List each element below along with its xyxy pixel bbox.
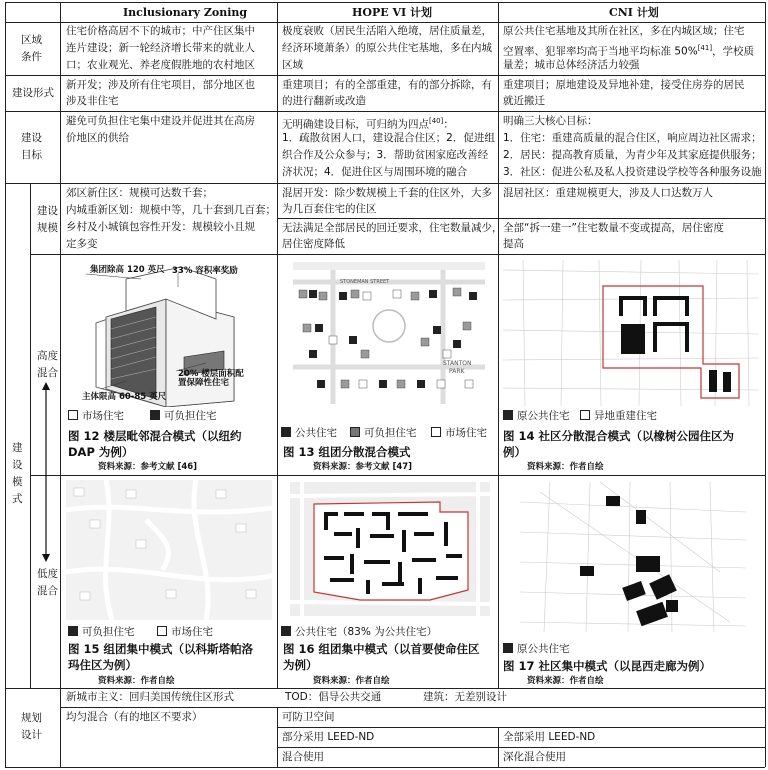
cell-text: 1．住宅：重建高质量的混合住区，响应周边社区需求； [503,132,762,144]
rule [277,727,765,728]
cell-text: 区域 [282,59,303,71]
cell-text: 极度衰败（居民生活陷入绝境，居住质量差， [282,25,492,37]
cell-text: 3．社区：促进公私及私人投资建设学校等各种服务设施 [503,166,762,178]
cell-text: 涉及非住宅 [66,95,119,107]
fig17-caption: 图 17 社区集中模式（以昆西走廊为例） [503,659,712,673]
row-label: 区域 [21,34,42,46]
cell-text: 混合使用 [282,751,324,763]
legend-label: 可负担住宅 [82,626,135,638]
rule [5,2,6,767]
cell-text: TOD：倡导公共交通 [285,691,382,703]
fig16-caption: 为例） [283,658,318,672]
fig13-legend-public [281,425,337,442]
rule [5,767,765,768]
cell-text: 重建项目；原地建设及异地补建，接受住房券的居民 [503,79,745,91]
legend-swatch-white [580,410,590,420]
row-label: 低度 [37,568,58,580]
row-label: 混合 [37,367,58,379]
group-label: 设 [12,459,23,471]
row-label: 建设 [37,205,58,217]
cell-text: 提高 [503,238,524,250]
citation: [41] [697,44,713,52]
fig12-legend-affordable [150,408,217,425]
header-hope-vi: HOPE VI 计划 [352,6,432,19]
cell-text: 明确三大核心目标： [503,115,598,127]
row-label: 混合 [37,585,58,597]
legend-swatch-white [68,410,78,420]
rule [765,2,766,767]
fig13-source: 资料来源：参考文献 [47] [313,462,413,472]
cell-text: 内城重新区划：规模中等，几十套到几百套； [66,204,276,216]
rule [498,727,499,767]
rule [30,254,765,255]
row-label: 设计 [21,729,42,741]
fig12-note: 置保障性住宅 [178,378,230,388]
cell-text: 深化混合使用 [503,751,566,763]
legend-swatch-black [503,410,513,420]
rule [5,183,765,184]
legend-label: 市场住宅 [171,626,213,638]
cell-text: 1．疏散贫困人口，建设混合住区；2．促进组 [282,132,495,144]
legend-swatch-black [281,427,291,437]
legend-label: 原公共住宅 [517,410,570,422]
header-cni: CNI 计划 [609,6,659,19]
cell-text-part: 空置率、犯罪率均高于当地平均标准 50% [503,45,698,58]
fig16-source: 资料来源：作者自绘 [313,676,390,686]
row-label: 建设 [21,132,42,144]
legend-label: 市场住宅 [82,410,124,422]
legend-label: 原公共住宅 [517,643,570,655]
fig13-park-label: STANTON [443,360,472,367]
fig16-site-plan [290,482,490,616]
cell-text: 2．居民：提高教育质量，为青少年及其家庭提供服务； [503,149,762,161]
cell-text: 连片建设；新一轮经济增长带来的就业人 [66,42,255,54]
header-inclusionary-zoning: Inclusionary Zoning [123,6,248,19]
legend-swatch-white [157,626,167,636]
cell-text: 新开发；涉及所有住宅项目，部分地区也 [66,79,255,91]
cell-text: 为几百套住宅的住区 [282,203,377,215]
cell-text: 新城市主义：回归美国传统住区形式 [66,691,234,703]
fig12-source: 资料来源：参考文献 [46] [98,462,198,472]
fig12-caption: 图 12 楼层毗邻混合模式（以纽约 [68,429,242,443]
fig15-caption: 图 15 组团集中模式（以科斯塔帕洛 [68,642,254,656]
fig12-note: 20% 楼层面积配 [178,369,244,379]
cell-text-part: ： [443,118,454,131]
cell-text: 全部采用 LEED-ND [503,731,596,743]
cell-text: 的进行翻新或改造 [282,95,366,107]
row-label: 规划 [21,712,42,724]
legend-label: 公共住宅（83% 为公共住宅） [295,626,438,638]
group-label: 模 [12,476,23,488]
legend-swatch-black [281,626,291,636]
cell-text: 郊区新住区：规模可达数千套； [66,187,213,199]
group-label: 建 [12,442,23,454]
cell-text: 居住密度降低 [282,238,345,250]
rule [277,218,765,219]
fig15-source: 资料来源：作者自绘 [98,676,175,686]
cell-text: 量差；城市总体经济活力较强 [503,59,640,71]
rule [30,183,31,688]
rule [277,747,765,748]
fig16-caption: 图 16 组团集中模式（以首要使命住区 [283,642,480,656]
cell-text-part: 无明确建设目标，可归纳为四点 [282,118,429,131]
row-label: 目标 [21,149,42,161]
cell-text: 济状况；4．促进住区与周围环境的融合 [282,166,468,178]
fig14-legend-public [503,408,570,425]
cell-text: 就近搬迁 [503,95,545,107]
group-label: 式 [12,493,23,505]
cell-text: 建筑：无差别设计 [423,691,507,703]
mix-gradient-arrow [39,382,53,562]
legend-label: 可负担住宅 [164,410,217,422]
legend-label: 公共住宅 [295,427,337,439]
fig12-note: 33% 容积率奖励 [172,266,238,276]
fig13-caption: 图 13 组团分散混合模式 [283,445,411,459]
cell-text: 乡村及小城镇包容性开发：规模较小且规 [66,221,255,233]
fig14-caption: 例） [503,445,526,459]
fig17-source: 资料来源：作者自绘 [527,676,604,686]
legend-swatch-white [431,427,441,437]
fig14-legend-offsite [580,408,657,425]
cell-text: 口；农业观光、养老度假胜地的农村地区 [66,59,255,71]
fig15-site-plan [66,480,272,620]
fig12-legend-market [68,408,124,425]
legend-swatch-black [150,410,160,420]
legend-swatch-black [503,643,513,653]
fig12-caption: DAP 为例） [68,445,134,459]
cell-text: 价地区的供给 [66,132,129,144]
cell-text: 原公共住宅基地及其所在社区，多在内城区域；住宅 [503,25,745,37]
rule [277,2,278,688]
row-label: 建设形式 [12,87,54,99]
fig12-note: 主体限高 60-85 英尺 [82,392,167,402]
fig13-legend-affordable [350,425,417,442]
cell-text: 经济环境萧条）的原公共住宅基地，多在内城 [282,42,492,54]
row-label: 高度 [37,350,58,362]
row-label: 条件 [21,51,42,63]
rule [498,2,499,688]
fig12-building-diagram [66,259,272,407]
citation: [40] [429,117,444,125]
rule [30,475,765,476]
fig16-legend-public [281,624,437,641]
rule [277,707,278,767]
fig15-legend-affordable [68,624,135,641]
rule [5,111,765,112]
rule [60,707,765,708]
fig14-community-map [503,260,759,406]
cell-text: 全部“拆一建一”住宅数量不变或提高，居住密度 [503,222,724,234]
legend-swatch-gray [350,427,360,437]
cell-text: 均匀混合（有的地区不要求） [66,711,203,723]
legend-label: 可负担住宅 [364,427,417,439]
fig12-note: 集团除高 120 英尺 [90,265,165,275]
cell-text: 无法满足全部居民的回迁要求，住宅数量减少， [282,222,503,234]
legend-label: 异地重建住宅 [594,410,657,422]
cell-text: 混居社区：重建规模更大，涉及人口达数万人 [503,187,713,199]
fig17-legend-public [503,641,570,658]
cell-text: 织合作及公众参与；3．帮助贫困家庭改善经 [282,149,489,161]
row-label: 规模 [37,222,58,234]
cell-text: 住宅价格高居不下的城市；中产住区集中 [66,25,255,37]
fig17-community-map [520,482,746,632]
rule [60,2,61,767]
legend-swatch-black [68,626,78,636]
fig14-caption: 图 14 社区分散混合模式（以橡树公园住区为 [503,429,735,443]
rule [5,2,765,3]
fig15-legend-market [157,624,213,641]
cell-text: 定多变 [66,238,98,250]
fig14-source: 资料来源：作者自绘 [527,462,604,472]
cell-text: 避免可负担住宅集中建设并促进其在高房 [66,115,255,127]
cell-text: 部分采用 LEED-ND [282,731,375,743]
cell-text: 混居开发：除少数规模上千套的住区外，大多 [282,187,492,199]
fig15-caption: 玛住区为例） [68,658,137,672]
cell-text: 重建项目；有的全部重建，有的部分拆除，有 [282,79,492,91]
fig13-park-label: PARK [449,368,465,375]
rule [5,75,765,76]
legend-label: 市场住宅 [445,427,487,439]
fig13-street-label: STONEMAN STREET [340,279,390,285]
cell-text-part: ，学校质 [712,45,755,58]
cell-text: 可防卫空间 [282,711,335,723]
fig13-legend-market [431,425,487,442]
